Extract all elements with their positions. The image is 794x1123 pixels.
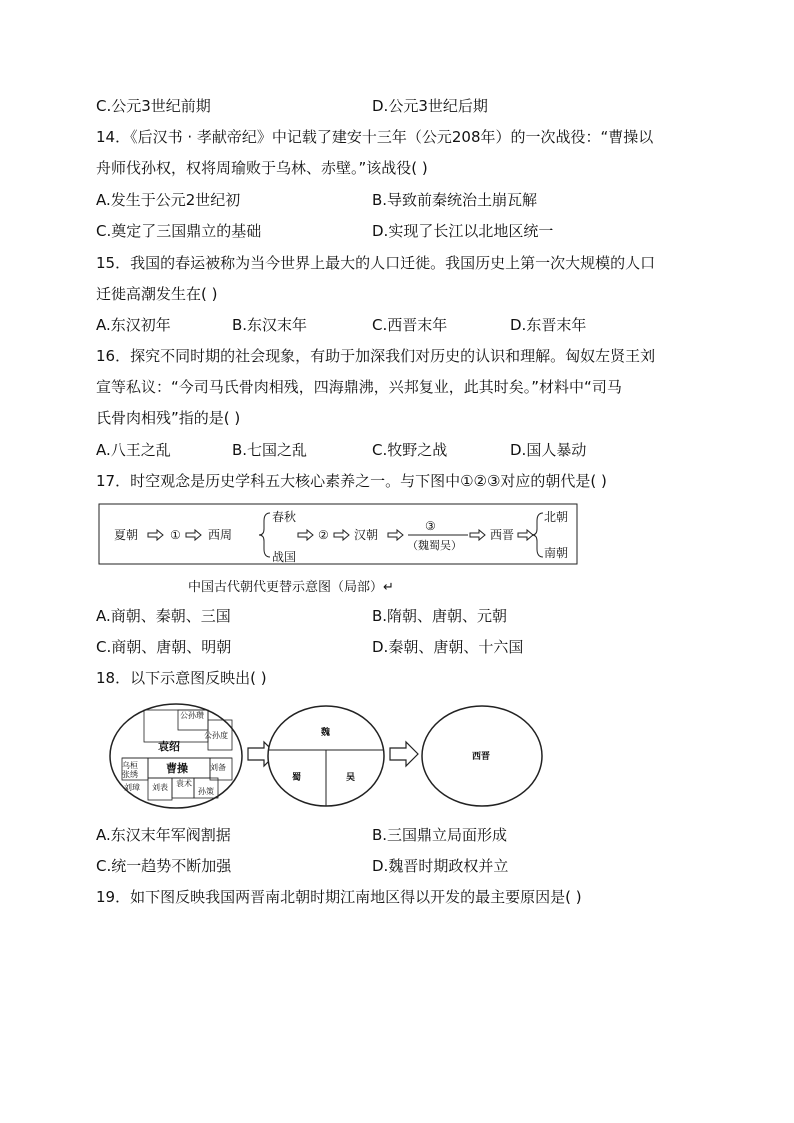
q18-option-c: C.统一趋势不断加强 [96, 857, 232, 875]
warlord-caocao: 曹操 [166, 762, 188, 775]
timeline-chunqiu: 春秋 [272, 510, 297, 524]
q18-stem: 18．以下示意图反映出( ) [96, 669, 267, 687]
timeline-circle-2: ② [318, 528, 329, 542]
timeline-circle-3: ③ [425, 519, 436, 533]
q17-option-c: C.商朝、唐朝、明朝 [96, 638, 232, 656]
q18-option-b: B.三国鼎立局面形成 [372, 826, 508, 844]
kingdom-wu: 吴 [346, 773, 356, 783]
q16-option-d: D.国人暴动 [510, 441, 587, 459]
warlord-wuhuan: 乌桓 [122, 761, 138, 770]
warlord-liubei: 刘备 [210, 763, 226, 772]
q15-option-d: D.东晋末年 [510, 316, 587, 334]
warlord-liuzhang: 刘璋 [124, 783, 140, 792]
q14-option-a: A.发生于公元2世纪初 [96, 191, 241, 209]
warlord-gongsunzan: 公孙瓒 [180, 711, 204, 720]
q14-stem-line1: 14．《后汉书 · 孝献帝纪》中记载了建安十三年（公元208年）的一次战役：“曹操以 [96, 128, 654, 146]
timeline-zhanguo: 战国 [272, 550, 297, 564]
timeline-beichao: 北朝 [544, 510, 569, 524]
q16-option-a: A.八王之乱 [96, 441, 171, 459]
q14-stem-line2: 舟师伐孙权，权将周瑜败于乌林、赤壁。”该战役( ) [96, 159, 428, 177]
warlord-yuanshao: 袁绍 [158, 740, 180, 753]
hollow-arrow-icon [390, 742, 418, 766]
q17-option-d: D.秦朝、唐朝、十六国 [372, 638, 524, 656]
dynasty-timeline-diagram [98, 503, 580, 567]
q15-stem-line1: 15．我国的春运被称为当今世界上最大的人口迁徙。我国历史上第一次大规模的人口 [96, 254, 656, 272]
timeline-weishuwu: （魏蜀吴） [407, 539, 462, 552]
q15-option-c: C.西晋末年 [372, 316, 448, 334]
warlord-yuanshu: 袁术 [176, 779, 192, 788]
timeline-xizhou: 西周 [208, 528, 233, 542]
q17-stem: 17．时空观念是历史学科五大核心素养之一。与下图中①②③对应的朝代是( ) [96, 472, 607, 490]
q16-stem-line2: 宣等私议：“今司马氏骨肉相残，四海鼎沸，兴邦复业，此其时矣。”材料中“司马 [96, 378, 622, 396]
power-shift-diagram [108, 700, 548, 812]
timeline-xijin: 西晋 [490, 528, 515, 542]
q15-option-b: B.东汉末年 [232, 316, 308, 334]
warlord-gongsundu: 公孙度 [204, 731, 228, 740]
q19-stem: 19．如下图反映我国两晋南北朝时期江南地区得以开发的最主要原因是( ) [96, 888, 582, 906]
warlord-liubiao: 刘表 [152, 783, 168, 792]
q18-option-d: D.魏晋时期政权并立 [372, 857, 509, 875]
q16-stem-line1: 16．探究不同时期的社会现象，有助于加深我们对历史的认识和理解。匈奴左贤王刘 [96, 347, 656, 365]
kingdom-wei: 魏 [321, 728, 331, 738]
kingdom-xijin: 西晋 [472, 752, 491, 762]
warlord-sunce: 孙策 [198, 787, 214, 796]
q13-option-d: D.公元3世纪后期 [372, 97, 488, 115]
q14-option-b: B.导致前秦统治土崩瓦解 [372, 191, 538, 209]
timeline-hanchao: 汉朝 [354, 528, 379, 542]
q15-stem-line2: 迁徙高潮发生在( ) [96, 285, 218, 303]
q14-option-d: D.实现了长江以北地区统一 [372, 222, 554, 240]
q15-option-a: A.东汉初年 [96, 316, 171, 334]
warlord-circle [110, 704, 242, 808]
warlord-zhangxiu: 张绣 [122, 770, 138, 779]
timeline-xia: 夏朝 [114, 528, 139, 542]
q17-option-a: A.商朝、秦朝、三国 [96, 607, 231, 625]
kingdom-shu: 蜀 [292, 773, 302, 783]
q14-option-c: C.奠定了三国鼎立的基础 [96, 222, 262, 240]
timeline-circle-1: ① [170, 528, 181, 542]
q16-option-b: B.七国之乱 [232, 441, 308, 459]
q18-option-a: A.东汉末年军阀割据 [96, 826, 231, 844]
q16-option-c: C.牧野之战 [372, 441, 448, 459]
q16-stem-line3: 氏骨肉相残”指的是( ) [96, 409, 241, 427]
q13-option-c: C.公元3世纪前期 [96, 97, 211, 115]
timeline-nanchao: 南朝 [544, 546, 569, 560]
q17-diagram-caption: 中国古代朝代更替示意图（局部）↵ [188, 580, 394, 595]
q17-option-b: B.隋朝、唐朝、元朝 [372, 607, 508, 625]
